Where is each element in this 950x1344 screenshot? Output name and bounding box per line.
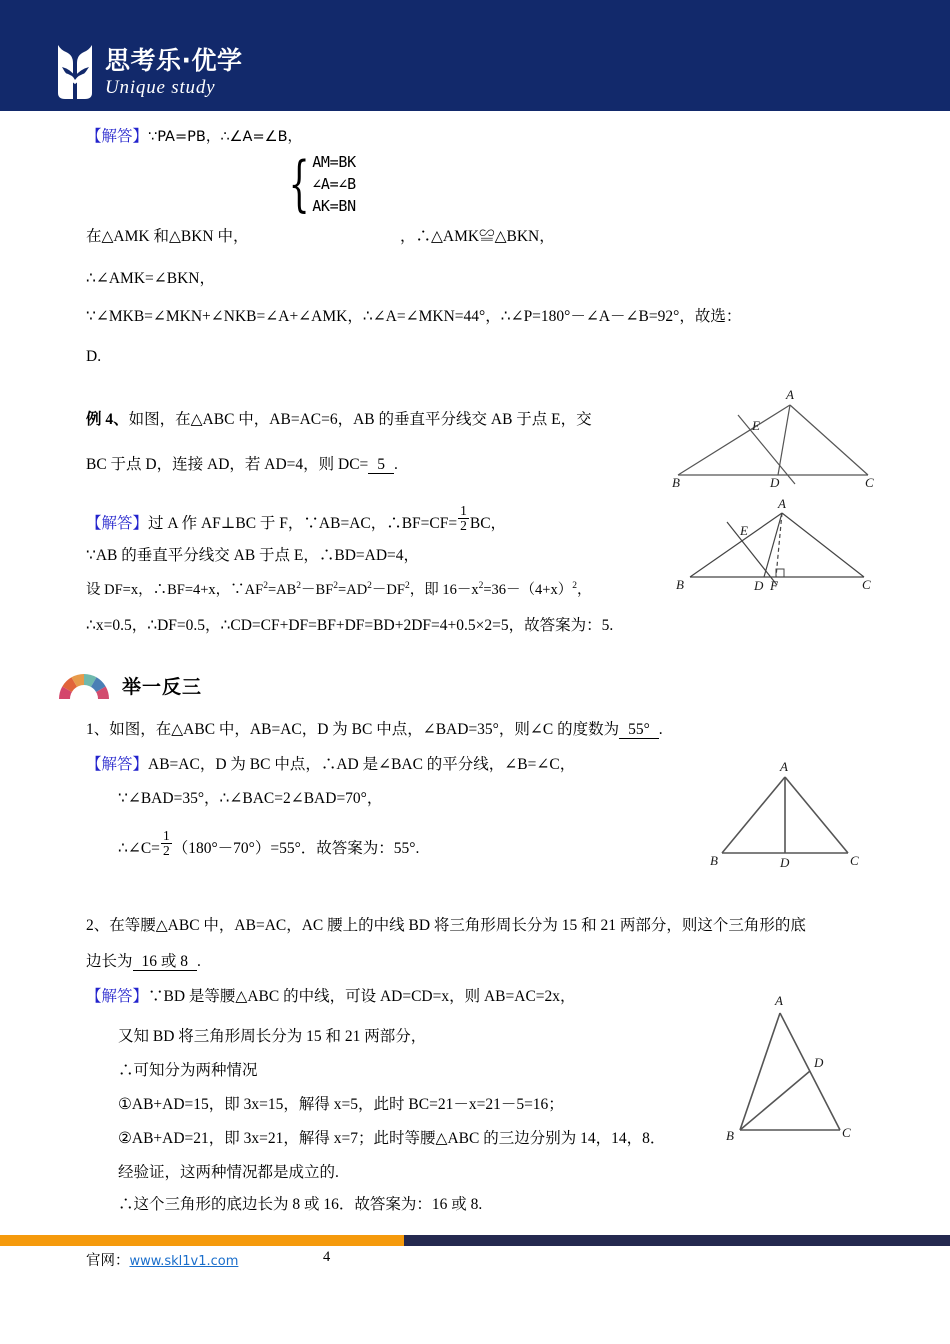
header-divider (0, 108, 950, 111)
left-brace-glyph: { (288, 149, 310, 220)
figure-triangle-median-bd (718, 985, 878, 1150)
figure-triangle-with-altitude (672, 495, 887, 595)
q2-solution-line2: 又知 BD 将三角形周长分为 15 和 21 两部分， (118, 1028, 427, 1045)
fig2-label-B: B (676, 577, 684, 592)
solution-tag: 【解答】 (86, 515, 149, 533)
footer-website (86, 1249, 238, 1270)
q2-solution-line4: ①AB+AD=15，即 3x=15，解得 x=5，此时 BC=21－x=21－5=16； (118, 1096, 564, 1113)
congruence-conditions-brace (280, 149, 356, 220)
solution-tag: 【解答】 (86, 988, 149, 1005)
q2-solution-line6: 经验证，这两种情况都是成立的. (118, 1164, 339, 1181)
example4-statement-line2: BC 于点 D，连接 AD，若 AD=4，则 DC= 5 . (86, 456, 398, 473)
fraction-one-half: $\frac{1}{2}$ (162, 828, 170, 859)
fig3-label-D: D (780, 855, 790, 870)
footer-link[interactable]: www.skl1v1.com (129, 1254, 239, 1269)
logo-book-bird-icon (56, 43, 94, 101)
logo-english-text: Unique study (105, 76, 216, 98)
page-number: 4 (323, 1249, 331, 1265)
q1-solution-line2: ∵∠BAD=35°，∴∠BAC=2∠BAD=70°， (118, 790, 383, 807)
q2-solution-line7: ∴这个三角形的底边长为 8 或 16．故答案为：16 或 8. (118, 1196, 483, 1213)
fig1-label-A: A (786, 387, 794, 402)
solution-tag: 【解答】 (86, 756, 149, 773)
solution-top-line2-left: 在△AMK 和△BKN 中， (86, 228, 249, 245)
fraction-one-half: $\frac{1}{2}$ (460, 503, 467, 534)
rainbow-fan-icon (58, 672, 110, 699)
fig2-label-E: E (740, 523, 748, 538)
fig3-label-C: C (850, 853, 859, 868)
section-title: 举一反三 (122, 676, 203, 698)
footer-bar-orange (0, 1235, 404, 1246)
fig3-label-A: A (780, 759, 788, 774)
solution-top-line3: ∴∠AMK=∠BKN， (86, 270, 215, 287)
q1-number: 1、 (86, 721, 110, 738)
fig2-label-D: D (754, 578, 764, 593)
fig1-label-C: C (865, 475, 874, 488)
q2-solution-line5: ②AB+AD=21，即 3x=21，解得 x=7；此时等腰△ABC 的三边分别为 14，14，8． (118, 1130, 666, 1147)
q1-solution-line1: 【解答】AB=AC，D 为 BC 中点，∴AD 是∠BAC 的平分线，∠B=∠C， (86, 756, 576, 773)
solution-top-line2-right: ，∴△AMK≌△BKN， (400, 228, 555, 245)
fig2-label-F: F (770, 578, 778, 593)
solution-top-line5: D. (86, 348, 102, 365)
solution-top-line1: 【解答】∵PA=PB，∴∠A=∠B， (86, 128, 303, 145)
fig4-label-A: A (775, 993, 783, 1008)
fig4-label-C: C (842, 1125, 851, 1140)
fig2-label-A: A (778, 496, 786, 511)
q2-statement-line2: 边长为 16 或 8 . (86, 953, 201, 970)
example4-statement-line1: 例 4、如图，在△ABC 中，AB=AC=6，AB 的垂直平分线交 AB 于点 E，交 (86, 411, 592, 428)
fig4-label-D: D (814, 1055, 824, 1070)
example4-label: 例 4、 (86, 411, 129, 428)
solution-tag: 【解答】 (86, 128, 149, 145)
logo-chinese-text: 思考乐·优学 (105, 45, 243, 75)
fig2-label-C: C (862, 577, 871, 592)
q1-answer-blank: 55° (619, 721, 659, 739)
brand-logo (56, 43, 243, 101)
q2-solution-line3: ∴可知分为两种情况 (118, 1062, 258, 1079)
example4-answer-blank: 5 (368, 456, 394, 474)
brace-line-3: AK=BN (312, 196, 356, 215)
example4-solution-line3: 设 DF=x，∴BF=4+x，$\because AF^2=AB^2-BF^2=AD^2-DF^2$，即 $16-x^2=36-(4+x)^2$， (86, 581, 592, 598)
fig4-label-B: B (726, 1128, 734, 1143)
section-heading-juyifansan (58, 672, 202, 699)
figure-isosceles-triangle-median (700, 755, 880, 870)
q2-solution-line1: 【解答】∵BD 是等腰△ABC 的中线，可设 AD=CD=x，则 AB=AC=2x， (86, 988, 576, 1005)
example4-solution-line2: ∵AB 的垂直平分线交 AB 于点 E，∴BD=AD=4， (86, 547, 420, 564)
solution-top-line4: ∵∠MKB=∠MKN+∠NKB=∠A+∠AMK，∴∠A=∠MKN=44°，∴∠P=180°－∠A－∠B=92°，故选： (86, 308, 742, 325)
fig1-label-B: B (672, 475, 680, 488)
footer-bar-navy (404, 1235, 950, 1246)
fig1-label-D: D (770, 475, 780, 488)
brace-line-1: AM=BK (312, 153, 356, 171)
footer-label: 官网： (86, 1253, 130, 1269)
q2-number: 2、 (86, 917, 110, 934)
fig1-label-E: E (752, 418, 760, 433)
example4-solution-line1: 【解答】过 A 作 AF⊥BC 于 F，∵AB=AC，∴BF=CF= $\frac{1}{2}$ BC， (86, 503, 507, 534)
fig3-label-B: B (710, 853, 718, 868)
brace-line-2: ∠A=∠B (312, 174, 356, 193)
q1-solution-line3: ∴∠C= $\frac{1}{2}$ （180°－70°）=55°．故答案为：55°. (118, 828, 420, 859)
figure-triangle-perpendicular-bisector (660, 383, 880, 488)
q2-answer-blank: 16 或 8 (133, 953, 198, 971)
example4-solution-line4: ∴x=0.5，∴DF=0.5，∴CD=CF+DF=BF+DF=BD+2DF=4+0.5×2=5，故答案为：5. (86, 617, 614, 634)
q1-statement: 1、如图，在△ABC 中，AB=AC，D 为 BC 中点，∠BAD=35°，则∠C 的度数为 55° . (86, 721, 663, 738)
q2-statement-line1: 2、在等腰△ABC 中，AB=AC，AC 腰上的中线 BD 将三角形周长分为 15 和 21 两部分，则这个三角形的底 (86, 917, 806, 934)
